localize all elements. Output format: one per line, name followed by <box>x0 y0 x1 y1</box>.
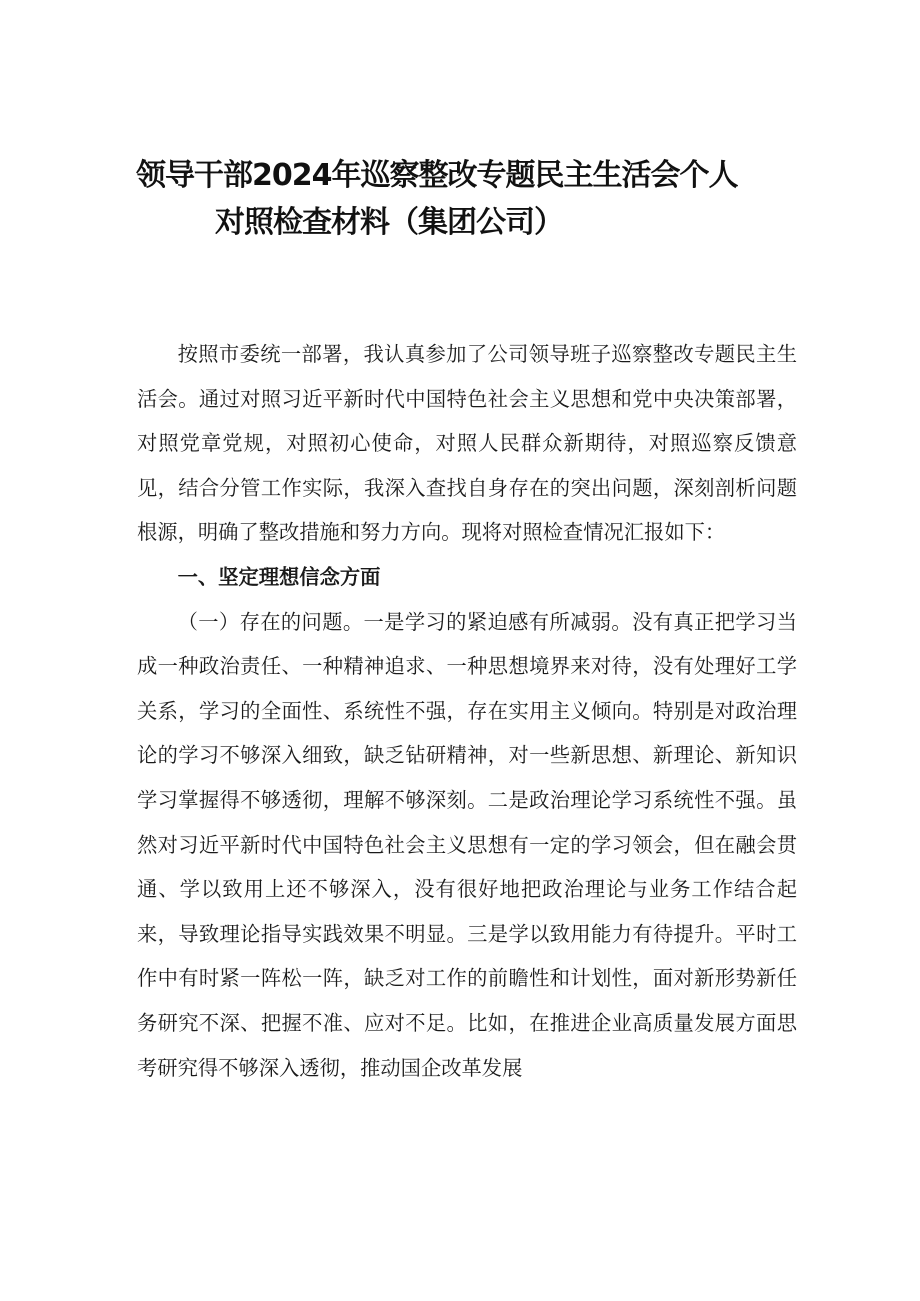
document-body <box>137 332 797 1090</box>
intro-paragraph: 按照市委统一部署，我认真参加了公司领导班子巡察整改专题民主生活会。通过对照习近平新时代中国特色社会主义思想和党中央决策部署，对照党章党规，对照初心使命，对照人民群众新期待，对照巡察反馈意见，结合分管工作实际，我深入查找自身存在的突出问题，深刻剖析问题根源，明确了整改措施和努力方向。现将对照检查情况汇报如下： <box>137 342 797 545</box>
document-title-line-1: 领导干部2024年巡察整改专题民主生活会个人 <box>136 158 738 193</box>
document-title-line-2: 对照检查材料（集团公司） <box>215 205 563 240</box>
section-heading-1: 一、坚定理想信念方面 <box>177 564 381 589</box>
section-1-paragraph: （一）存在的问题。一是学习的紧迫感有所减弱。没有真正把学习当成一种政治责任、一种精神追求、一种思想境界来对待，没有处理好工学关系，学习的全面性、系统性不强，存在实用主义倾向。特别是对政治理论的学习不够深入细致，缺乏钻研精神，对一些新思想、新理论、新知识学习掌握得不够透彻，理解不够深刻。二是政治理论学习系统性不强。虽然对习近平新时代中国特色社会主义思想有一定的学习领会，但在融会贯通、学以致用上还不够深入，没有很好地把政治理论与业务工作结合起来，导致理论指导实践效果不明显。三是学以致用能力有待提升。平时工作中有时紧一阵松一阵，缺乏对工作的前瞻性和计划性，面对新形势新任务研究不深、把握不准、应对不足。比如，在推进企业高质量发展方面思考研究得不够深入透彻，推动国企改革发展 <box>137 609 797 1080</box>
